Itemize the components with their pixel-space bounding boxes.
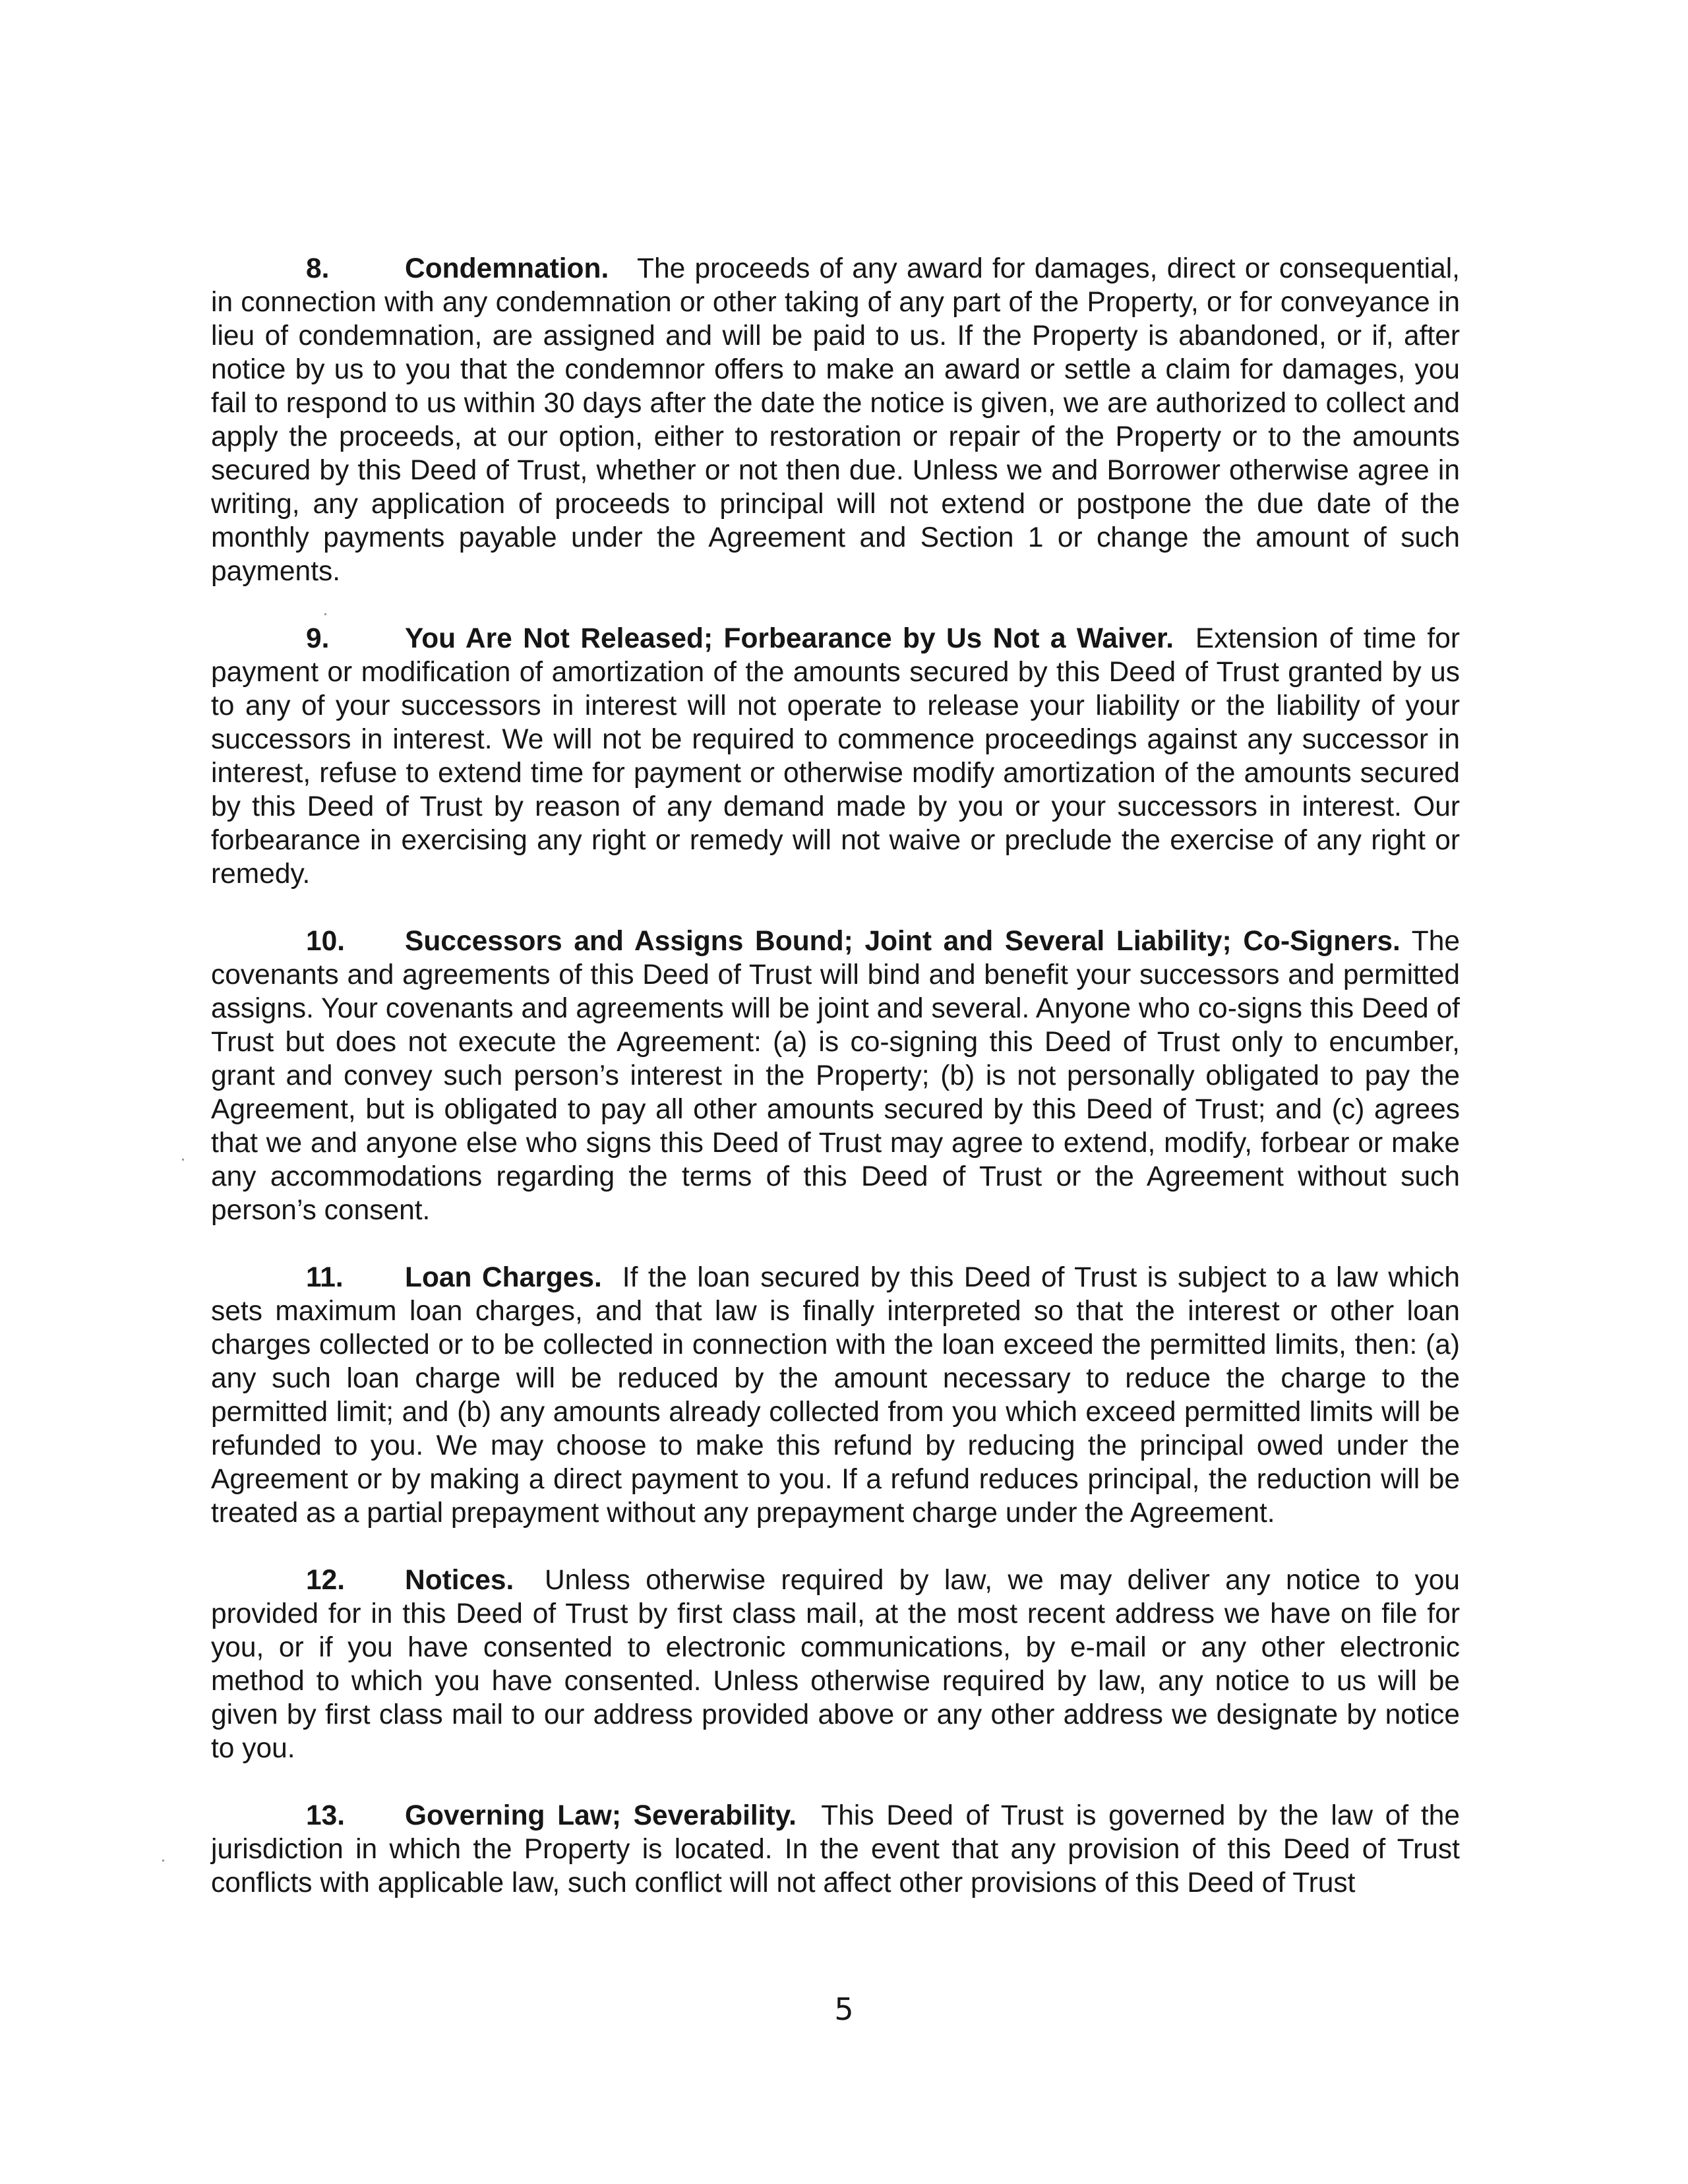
section-number: 10. xyxy=(306,926,346,957)
section-number: 11. xyxy=(306,1262,344,1293)
section-10-successors xyxy=(211,925,1460,1227)
section-text: If the loan secured by this Deed of Trust is subject to a law which sets maximum loan charges, and that law is finally interpreted so that the interest or other loan charges collected or to be collected in connection with the loan exceed the permitted limits, then: (a) any such loan charge will be reduced by the amount necessary to reduce the charge to the permitted limit; and (b) any amounts already collected from you which exceed permitted limits will be refunded to you. We may choose to make this refund by reducing the principal owed under the Agreement or by making a direct payment to you. If a refund reduces principal, the reduction will be treated as a partial prepayment without any prepayment charge under the Agreement. xyxy=(211,1262,1460,1529)
section-8-condemnation xyxy=(211,252,1460,588)
section-title: Notices. xyxy=(405,1565,514,1596)
section-number: 12. xyxy=(306,1565,346,1596)
section-11-loan-charges xyxy=(211,1261,1460,1530)
scan-speck xyxy=(324,613,326,615)
section-text: The covenants and agreements of this Deed of Trust will bind and benefit your successors and permitted assigns. Your covenants and agreements will be joint and several. Anyone who co-signs this Deed of Trust but does not execute the Agreement: (a) is co-signing this Deed of Trust only to encumber, grant and convey such person’s interest in the Property; (b) is not personally obligated to pay the Agreement, but is obligated to pay all other amounts secured by this Deed of Trust; and (c) agrees that we and anyone else who signs this Deed of Trust may agree to extend, modify, forbear or make any accommodations regarding the terms of this Deed of Trust or the Agreement without such person’s consent. xyxy=(211,926,1461,1226)
section-title: Condemnation. xyxy=(405,253,609,284)
section-12-notices xyxy=(211,1563,1460,1765)
section-text: The proceeds of any award for damages, direct or consequential, in connection with any condemnation or other taking of any part of the Property, or for conveyance in lieu of condemnation, are assigned and will be paid to us. If the Property is abandoned, or if, after notice by us to you that the condemnor offers to make an award or settle a claim for damages, you fail to respond to us within 30 days after the date the notice is given, we are authorized to collect and apply the proceeds, at our option, either to restoration or repair of the Property or to the amounts secured by this Deed of Trust, whether or not then due. Unless we and Borrower otherwise agree in writing, any application of proceeds to principal will not extend or postpone the due date of the monthly payments payable under the Agreement and Section 1 or change the amount of such payments. xyxy=(211,253,1460,587)
section-text: Unless otherwise required by law, we may deliver any notice to you provided for in this Deed of Trust by first class mail, at the most recent address we have on file for you, or if you have consented to electronic communications, by e-mail or any other electronic method to which you have consented. Unless otherwise required by law, any notice to us will be given by first class mail to our address provided above or any other address we designate by notice to you. xyxy=(211,1565,1460,1764)
section-title: Loan Charges. xyxy=(405,1262,602,1293)
scan-speck xyxy=(162,1860,164,1862)
section-title: You Are Not Released; Forbearance by Us Not a Waiver. xyxy=(405,623,1174,654)
document-body xyxy=(211,252,1460,1933)
section-number: 8. xyxy=(306,253,330,284)
scan-speck xyxy=(182,1159,184,1161)
section-13-governing-law xyxy=(211,1799,1460,1900)
section-title: Governing Law; Severability. xyxy=(405,1800,797,1831)
section-number: 9. xyxy=(306,623,330,654)
section-text: Extension of time for payment or modification of amortization of the amounts secured by this Deed of Trust granted by us to any of your successors in interest will not operate to release your liability or the liability of your successors in interest. We will not be required to commence proceedings against any successor in interest, refuse to extend time for payment or otherwise modify amortization of the amounts secured by this Deed of Trust by reason of any demand made by you or your successors in interest. Our forbearance in exercising any right or remedy will not waive or preclude the exercise of any right or remedy. xyxy=(211,623,1460,890)
page-number: 5 xyxy=(834,1991,854,2027)
section-title: Successors and Assigns Bound; Joint and Several Liability; Co-Signers. xyxy=(405,926,1401,957)
section-9-not-released xyxy=(211,622,1460,891)
section-text: This Deed of Trust is governed by the law of the jurisdiction in which the Property is located. In the event that any provision of this Deed of Trust conflicts with applicable law, such conflict will not affect other provisions of this Deed of Trust xyxy=(211,1800,1460,1898)
section-number: 13. xyxy=(306,1800,346,1831)
